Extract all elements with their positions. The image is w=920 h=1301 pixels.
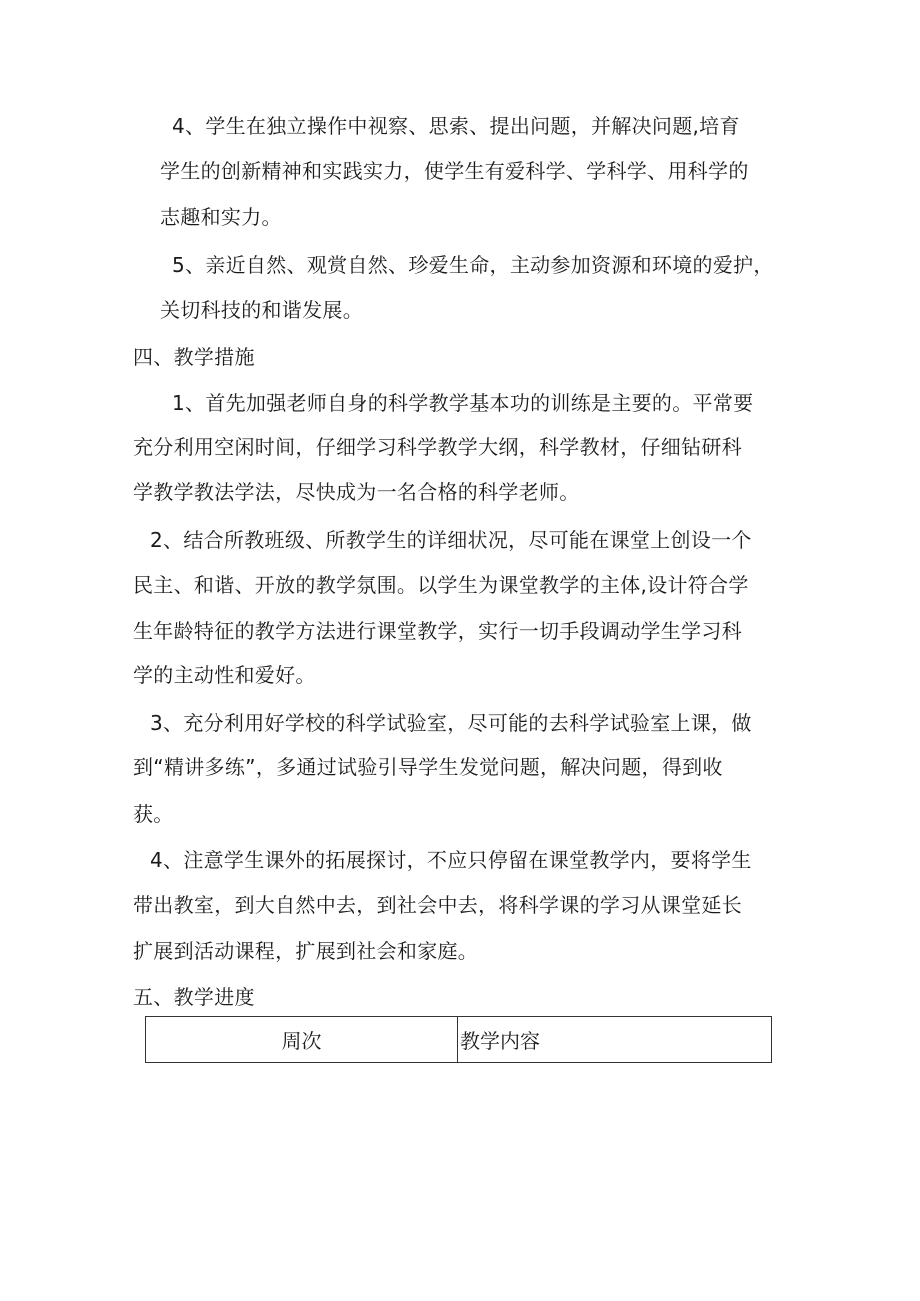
- measure-3-line-2: 到“精讲多练”，多通过试验引导学生发觉问题，解决问题，得到收: [133, 755, 723, 779]
- objective-4-line-3: 志趣和实力。: [160, 205, 282, 229]
- measure-1-line-1: 1、首先加强老师自身的科学教学基本功的训练是主要的。平常要: [172, 391, 754, 415]
- measure-4-line-1: 4、注意学生课外的拓展探讨，不应只停留在课堂教学内，要将学生: [150, 848, 752, 872]
- measure-1-line-2: 充分利用空闲时间，仔细学习科学教学大纲，科学教材，仔细钻研科: [133, 435, 742, 459]
- objective-5-line-2: 关切科技的和谐发展。: [160, 298, 363, 322]
- measure-3-line-1: 3、充分利用好学校的科学试验室，尽可能的去科学试验室上课，做: [150, 711, 752, 735]
- objective-5-line-1: 5、亲近自然、观赏自然、珍爱生命，主动参加资源和环境的爱护，: [172, 253, 774, 277]
- measure-4-line-3: 扩展到活动课程，扩展到社会和家庭。: [133, 939, 479, 963]
- table-header-content: 教学内容: [460, 1029, 540, 1053]
- section-heading-measures: 四、教学措施: [133, 345, 255, 369]
- measure-1-line-3: 学教学教法学法，尽快成为一名合格的科学老师。: [133, 480, 580, 504]
- measure-2-line-1: 2、结合所教班级、所教学生的详细状况，尽可能在课堂上创设一个: [150, 528, 752, 552]
- measure-2-line-3: 生年龄特征的教学方法进行课堂教学，实行一切手段调动学生学习科: [133, 619, 742, 643]
- measure-2-line-2: 民主、和谐、开放的教学氛围。以学生为课堂教学的主体,设计符合学: [133, 573, 749, 597]
- objective-4-line-2: 学生的创新精神和实践实力，使学生有爱科学、学科学、用科学的: [160, 159, 749, 183]
- table-header-week: 周次: [146, 1017, 458, 1062]
- measure-3-line-3: 获。: [133, 802, 174, 826]
- measure-2-line-4: 学的主动性和爱好。: [133, 663, 316, 687]
- section-heading-schedule: 五、教学进度: [133, 985, 255, 1009]
- objective-4-line-1: 4、学生在独立操作中视察、思索、提出问题，并解决问题,培育: [172, 114, 740, 138]
- measure-4-line-2: 带出教室，到大自然中去，到社会中去，将科学课的学习从课堂延长: [133, 893, 742, 917]
- schedule-table: [145, 1016, 772, 1063]
